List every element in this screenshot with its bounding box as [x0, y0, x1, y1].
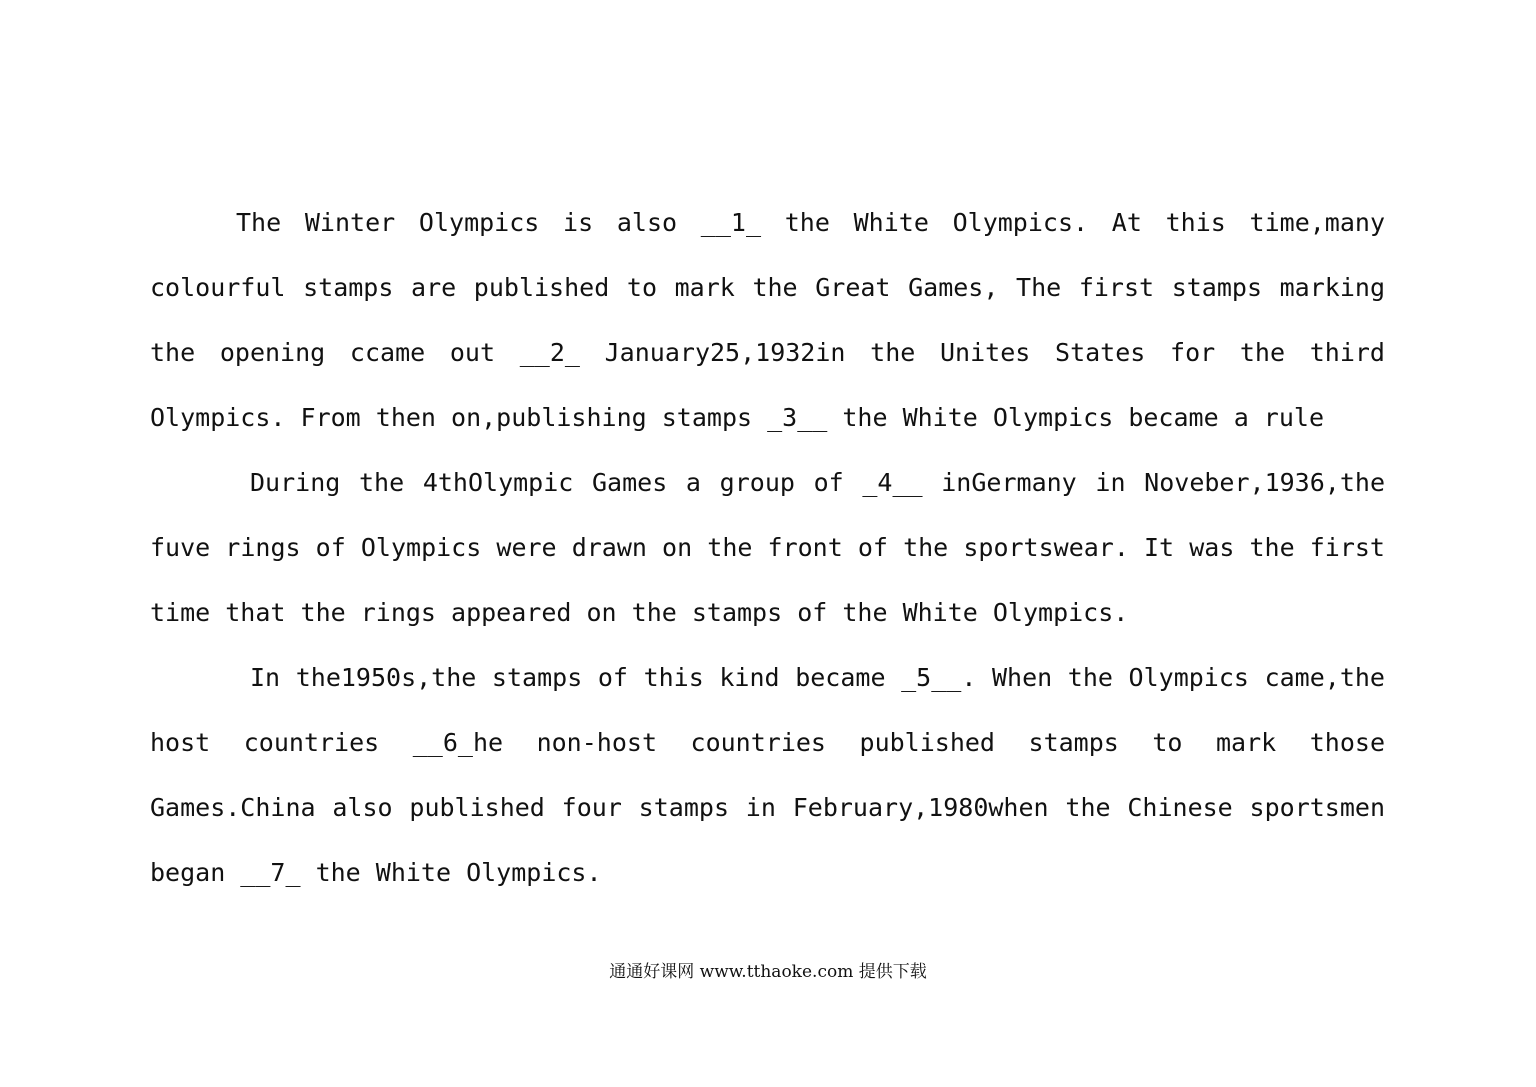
page-footer: 通通好课网 www.tthaoke.com 提供下载 — [609, 962, 927, 982]
paragraph-1: The Winter Olympics is also __1_ the White Olympics. At this time,many colourful stamps are published to mark the Great Games, The first stamps marking the opening ccame out __2_ January25,1932in the Unites States for the third Olympics. From then on,publishing stamps _3__ the White Olympics became a rule — [150, 208, 1385, 432]
passage-body — [150, 190, 1385, 905]
paragraph-2: During the 4thOlympic Games a group of _4__ inGermany in Noveber,1936,the fuve rings of Olympics were drawn on the front of the sportswear. It was the first time that the rings appeared on the stamps of the White Olympics. — [150, 468, 1385, 627]
paragraph-3: In the1950s,the stamps of this kind became _5__. When the Olympics came,the host countries __6_he non-host countries published stamps to mark those Games.China also published four stamps in February,1980when the Chinese sportsmen began __7_ the White Olympics. — [150, 663, 1385, 887]
